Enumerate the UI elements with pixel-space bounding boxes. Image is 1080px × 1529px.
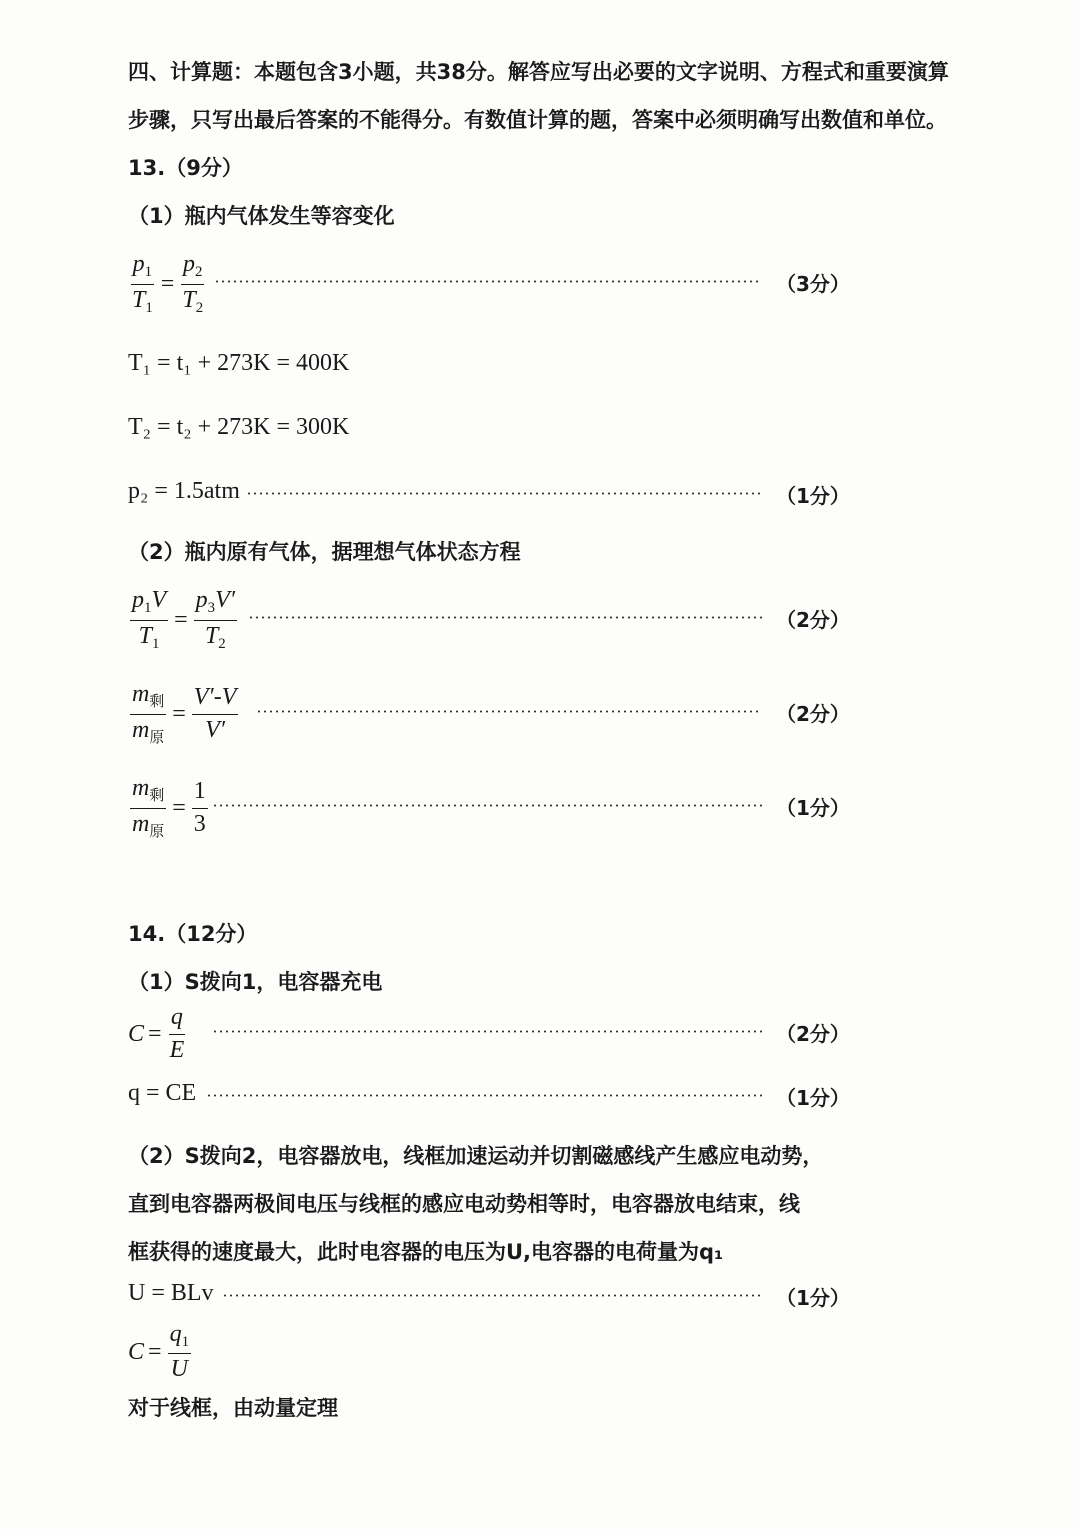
leader-dots xyxy=(212,1030,762,1033)
q13-t2-equation: T₂ = t₂ + 273K = 300K xyxy=(128,414,350,440)
q13-eq-mass-ratio: $\frac{m_剩}{m_原}$ = $\frac{V'-V}{V'}$ xyxy=(132,681,237,746)
q14-part2-line2: 直到电容器两极间电压与线框的感应电动势相等时，电容器放电结束，线 xyxy=(128,1192,800,1216)
q14-momentum-text: 对于线框，由动量定理 xyxy=(128,1396,338,1420)
q13-part2-text: （2）瓶内原有气体，据理想气体状态方程 xyxy=(128,540,521,564)
q13-p2-points: （1分） xyxy=(776,484,850,508)
leader-dots xyxy=(222,1294,762,1297)
q14-part2-line1: （2）S拨向2，电容器放电，线框加速运动并切割磁感线产生感应电动势， xyxy=(128,1144,824,1168)
q13-eq-ideal-gas: $\frac{p_1V}{T_1}$ = $\frac{p_3V'}{T_2}$ xyxy=(132,587,236,652)
q13-t1-equation: T₁ = t₁ + 273K = 400K xyxy=(128,350,350,376)
leader-dots xyxy=(212,804,762,807)
q13-eq1-points: （3分） xyxy=(776,272,850,296)
leader-dots xyxy=(214,280,762,283)
q14-q-eq-points: （1分） xyxy=(776,1086,850,1110)
q13-eq3-points: （2分） xyxy=(776,702,850,726)
section-instructions-line1: 四、计算题：本题包含3小题，共38分。解答应写出必要的文字说明、方程式和重要演算 xyxy=(128,60,949,84)
q14-u-eq-points: （1分） xyxy=(776,1286,850,1310)
q14-part1-text: （1）S拨向1，电容器充电 xyxy=(128,970,383,994)
q13-eq4-points: （1分） xyxy=(776,796,850,820)
q13-eq2-points: （2分） xyxy=(776,608,850,632)
q14-eq-capacitance: C = $\frac{q}{E}$ xyxy=(128,1003,185,1063)
q13-eq-ratio-result: $\frac{m_剩}{m_原}$ = $\frac{1}{3}$ xyxy=(132,775,206,840)
q14-header: 14.（12分） xyxy=(128,922,258,946)
section-instructions-line2: 步骤，只写出最后答案的不能得分。有数值计算的题，答案中必须明确写出数值和单位。 xyxy=(128,108,947,132)
leader-dots xyxy=(256,710,762,713)
leader-dots xyxy=(248,616,762,619)
q13-part1-text: （1）瓶内气体发生等容变化 xyxy=(128,204,395,228)
q14-c-def-points: （2分） xyxy=(776,1022,850,1046)
q14-part2-line3: 框获得的速度最大，此时电容器的电压为U,电容器的电荷量为q₁ xyxy=(128,1240,724,1264)
q13-eq-isochoric: $\frac{p_1}{T_1}$ = $\frac{p_2}{T_2}$ xyxy=(132,251,204,316)
q13-header: 13.（9分） xyxy=(128,156,243,180)
leader-dots xyxy=(246,492,762,495)
q13-p2-value: p₂ = 1.5atm xyxy=(128,478,240,504)
leader-dots xyxy=(206,1094,762,1097)
q14-q-equation: q = CE xyxy=(128,1080,197,1106)
q14-eq-c-q1-u: C = $\frac{q_1}{U}$ xyxy=(128,1320,189,1382)
q14-u-equation: U = BLv xyxy=(128,1280,214,1306)
